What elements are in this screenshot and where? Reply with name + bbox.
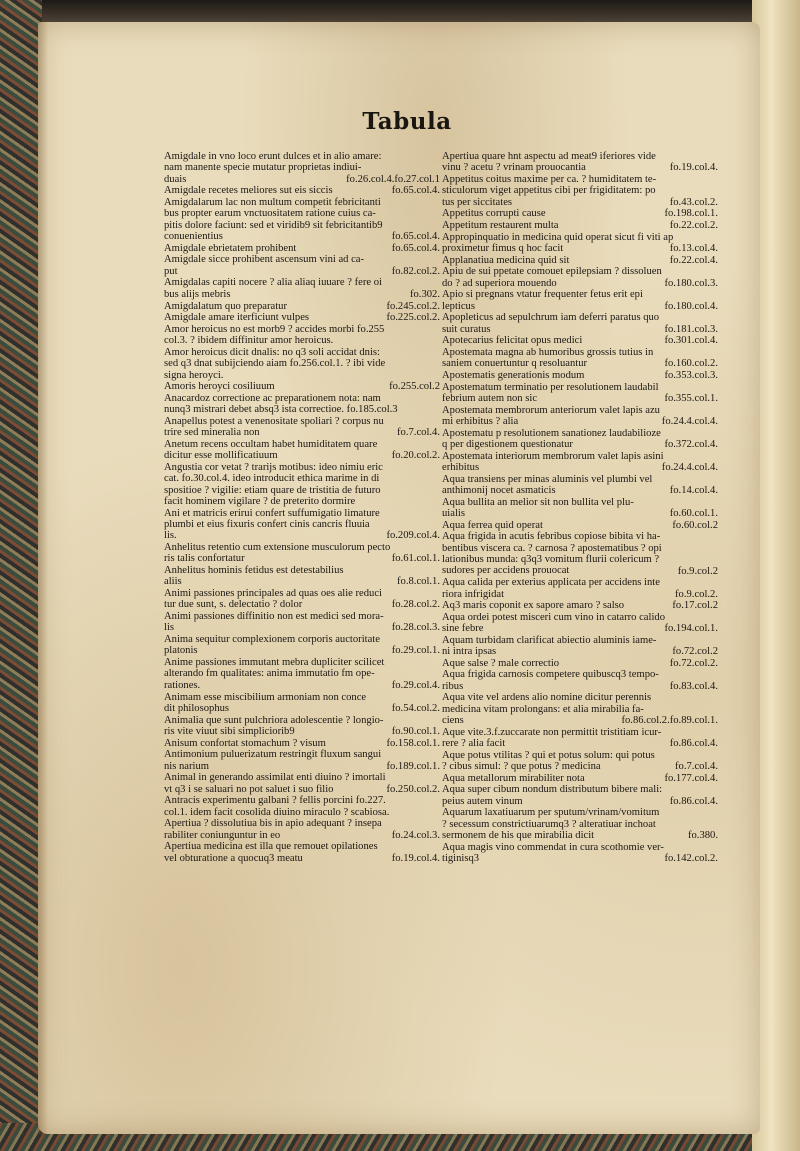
folio-reference: fo.86.col.4. (669, 738, 718, 750)
entry-text: Amigdale ebrietatem prohibent (164, 242, 297, 254)
folio-reference: fo.7.col.4. (675, 761, 718, 773)
folio-reference: fo.198.col.1. (664, 208, 718, 220)
index-entry (442, 220, 724, 231)
folio-reference: fo.8.col.1. (397, 576, 440, 588)
entry-text: Apiu de sui ppetate comouet epilepsiam ? dissoluen do ? ad superiora mouendo (442, 266, 662, 289)
entry-text: Anhelitus hominis fetidus est detestabilius aliis (164, 565, 344, 588)
index-entry (164, 588, 446, 611)
folio-reference: fo.22.col.4. (669, 254, 718, 266)
entry-text: Amor heroicus dicit dnalis: no q3 soli accidat dnis: sed q3 dnat subijciendo aiam fo.256.col.1. ? ibi vide signa heroyci. (164, 346, 386, 381)
index-entry (442, 289, 724, 312)
folio-reference: fo.90.col.1. (391, 725, 440, 737)
folio-reference: fo.160.col.2. (664, 358, 718, 370)
index-entry (442, 382, 724, 405)
index-entry (164, 772, 446, 795)
index-entry (164, 393, 446, 416)
folio-reference: fo.60.col.2 (672, 519, 718, 531)
index-entry (164, 634, 446, 657)
index-entry (164, 185, 446, 196)
index-entry (442, 577, 724, 600)
folio-reference: fo.22.col.2. (669, 220, 718, 232)
index-entry (442, 174, 724, 208)
folio-reference: fo.380. (687, 830, 718, 842)
folio-reference: fo.177.col.4. (664, 772, 718, 784)
folio-reference: fo.209.col.4. (386, 530, 440, 542)
entry-text: Amigdale recetes meliores sut eis siccis (164, 185, 333, 197)
index-entry (164, 254, 446, 277)
index-entry (164, 795, 446, 818)
entry-text: Animam esse miscibilium armoniam non conce dit philosophus (164, 691, 367, 714)
entry-text: Aqua frigida in acutis febribus copiose bibita vi ha- bentibus viscera ca. ? carnosa ? apostematibus ? opi lationibus munda: q3q3 vomitum flurii colericum ? sudores per accidens prouocat (442, 531, 662, 577)
folio-reference: fo.86.col.2.fo.89.col.1. (621, 715, 718, 727)
entry-text: Aqua transiens per minas aluminis vel plumbi vel anthimonij nocet asmaticis (442, 473, 653, 497)
entry-text: Aquam turbidam clarificat abiectio aluminis iame- ni intra ipsas (442, 634, 657, 658)
folio-reference: fo.17.col.2 (672, 600, 718, 612)
entry-text: Anetum recens occultam habet humiditatem quare dicitur esse mollificatiuum (164, 438, 378, 462)
index-column-left (164, 151, 446, 864)
folio-reference: fo.28.col.3. (391, 622, 440, 634)
index-entry (442, 266, 724, 289)
index-entry (164, 657, 446, 691)
folio-reference: fo.65.col.4. (391, 242, 440, 254)
folio-reference: fo.180.col.4. (664, 300, 718, 312)
index-entry (164, 738, 446, 749)
entry-text: Appetitus coitus maxime per ca. ? humiditatem te- sticulorum viget appetitus cibi per frigiditatem: po tus per siccitates (442, 174, 657, 208)
index-entry (442, 347, 724, 370)
entry-text: Amigdalatum quo preparatur (164, 300, 287, 312)
index-entry (164, 611, 446, 634)
folio-reference: fo.28.col.2. (391, 599, 440, 611)
index-entry (442, 784, 724, 807)
entry-text: Ani et matricis erirui confert suffumigatio limature plumbi et eius fixuris confert cinis cancris fluuia lis. (164, 507, 380, 542)
entry-text: Amor heroicus no est morb9 ? accides morbi fo.255 col.3. ? ibidem diffinitur amor heroicus. (164, 323, 385, 347)
entry-text: Appropinquatio in medicina quid operat sicut fi viti ap proximetur fimus q hoc facit (442, 231, 674, 255)
entry-text: Apostemata membrorum anteriorum valet lapis azu mi erhibitus ? alia (442, 404, 660, 427)
index-entry (164, 312, 446, 323)
index-entry (442, 370, 724, 381)
entry-text: Amigdale in vno loco erunt dulces et in alio amare: nam manente specie mutatur proprietas indiui- duais (164, 151, 382, 185)
entry-text: Apostemata interiorum membrorum valet lapis asini erhibitus (442, 450, 664, 474)
entry-text: Apopleticus ad sepulchrum iam deferri paratus quo suit curatus (442, 312, 660, 335)
folio-reference: fo.355.col.1. (664, 392, 718, 404)
entry-text: Anacardoz correctione ac preparationem nota: nam nunq3 mistrari debet absq3 ista correctioe. fo.185.col.3 (164, 392, 398, 416)
index-column-right (442, 151, 724, 865)
index-entry (442, 151, 724, 174)
folio-reference: fo.24.4.col.4. (661, 462, 718, 474)
folio-reference: fo.72.col.2 (672, 646, 718, 658)
folio-reference: fo.301.col.4. (664, 335, 718, 347)
entry-text: Apio si pregnans vtatur frequenter fetus erit epi lepticus (442, 289, 643, 312)
entry-text: Animi passiones principales ad quas oes alie reduci tur due sunt, s. delectatio ? dolor (164, 588, 382, 611)
entry-text: Aqua magis vino commendat in cura scothomie ver- tiginisq3 (442, 841, 664, 865)
entry-text: Anhelitus retentio cum extensione musculorum pecto ris talis confortatur (164, 542, 391, 565)
index-entry (442, 727, 724, 750)
entry-text: Aqua vite vel ardens alio nomine dicitur perennis medicina vitam prolongans: et alia mirabilia fa- ciens (442, 692, 652, 727)
entry-text: Aqua calida per exterius applicata per accidens inte riora infrigidat (442, 577, 660, 600)
index-entry (164, 243, 446, 254)
folio-reference: fo.20.col.2. (391, 450, 440, 462)
folio-reference: fo.181.col.3. (664, 323, 718, 335)
index-entry (164, 347, 446, 381)
index-entry (442, 635, 724, 658)
index-entry (442, 428, 724, 451)
index-entry (442, 658, 724, 669)
folio-reference: fo.65.col.4. (391, 185, 440, 197)
marbled-binding-left (0, 0, 42, 1151)
index-entry (442, 208, 724, 219)
folio-reference: fo.24.col.3. (391, 829, 440, 841)
index-entry (442, 692, 724, 726)
index-entry (442, 669, 724, 692)
index-entry (442, 255, 724, 266)
folio-reference: fo.19.col.4. (669, 162, 718, 174)
entry-text: Amigdale sicce prohibent ascensum vini ad ca- put (164, 254, 365, 277)
entry-text: Apostematis generationis modum (442, 369, 585, 381)
index-entry (164, 197, 446, 243)
folio-reference: fo.225.col.2. (386, 312, 440, 324)
folio-reference: fo.142.col.2. (664, 853, 718, 865)
index-entry (442, 750, 724, 773)
entry-text: Apostematu p resolutionem sanationez laudabilioze q per digestionem questionatur (442, 427, 661, 450)
folio-reference: fo.61.col.1. (391, 553, 440, 565)
folio-reference: fo.158.col.1. (386, 737, 440, 749)
index-entry (164, 462, 446, 508)
entry-text: Aquarum laxatiuarum per sputum/vrinam/vomitum ? secessum constrictiuarumq3 ? alteratiuar inchoat sermonem de his que mirabilia dicit (442, 807, 660, 842)
index-entry (164, 542, 446, 565)
index-entry (164, 324, 446, 347)
folio-reference: fo.180.col.3. (664, 277, 718, 289)
entry-text: Appetitus corrupti cause (442, 208, 546, 220)
index-entry (164, 715, 446, 738)
index-entry (164, 416, 446, 439)
folio-reference: fo.9.col.2. (675, 588, 718, 600)
folio-reference: fo.86.col.4. (669, 795, 718, 807)
entry-text: Apertiua quare hnt aspectu ad meat9 iferiores vide vinu ? acetu ? vrinam prouocantia (442, 151, 656, 174)
entry-text: Animal in generando assimilat enti diuino ? imortali vt q3 i se saluari no pot saluet i suo filio (164, 772, 386, 795)
folio-reference: fo.29.col.1. (391, 645, 440, 657)
folio-reference: fo.60.col.1. (669, 508, 718, 520)
index-entry (164, 151, 446, 185)
entry-text: Apostemata magna ab humoribus grossis tutius in saniem conuertuntur q resoluantur (442, 346, 654, 370)
index-entry (442, 474, 724, 497)
index-entry (164, 508, 446, 542)
entry-text: Antimonium puluerizatum restringit fluxum sangui nis narium (164, 749, 382, 772)
index-entry (442, 773, 724, 784)
folio-reference: fo.245.col.2. (386, 300, 440, 312)
folio-reference: fo.13.col.4. (669, 243, 718, 255)
index-entry (164, 277, 446, 300)
folio-reference: fo.250.col.2. (386, 783, 440, 795)
entry-text: Aqua super cibum nondum distributum bibere mali: peius autem vinum (442, 784, 663, 807)
index-entry (442, 612, 724, 635)
folio-reference: fo.24.4.col.4. (661, 416, 718, 427)
index-entry (442, 405, 724, 428)
entry-text: Amoris heroyci cosiliuum (164, 381, 275, 393)
entry-text: Applanatiua medicina quid sit (442, 254, 570, 266)
folio-reference: fo.353.col.3. (664, 369, 718, 381)
index-entry (164, 749, 446, 772)
index-entry (164, 439, 446, 462)
index-entry (442, 520, 724, 531)
entry-text: Animi passiones diffinitio non est medici sed mora- lis (164, 611, 384, 634)
index-entry (164, 818, 446, 841)
entry-text: Amigdalas capiti nocere ? alia aliaq iuuare ? fere oi bus alijs mebris (164, 277, 382, 300)
page-gutter-shadow (38, 22, 48, 1134)
entry-text: Aque salse ? male correctio (442, 657, 560, 669)
entry-text: Anisum confortat stomachum ? visum (164, 737, 326, 749)
entry-text: Aque potus vtilitas ? qui et potus solum: qui potus ? cibus simul: ? que potus ? medicina (442, 749, 655, 773)
entry-text: Aqua bullita an melior sit non bullita vel plu- uialis (442, 496, 634, 520)
page-title: Tabula (362, 108, 452, 135)
entry-text: Appetitum restaurent multa (442, 220, 559, 232)
index-entry (442, 312, 724, 335)
folio-reference: fo.83.col.4. (669, 680, 718, 692)
entry-text: Apotecarius felicitat opus medici (442, 335, 583, 347)
folio-reference: fo.82.col.2. (391, 265, 440, 277)
folio-reference: fo.9.col.2 (677, 565, 718, 577)
folio-reference: fo.72.col.2. (669, 657, 718, 669)
index-entry (164, 381, 446, 392)
index-entry (164, 692, 446, 715)
index-entry (442, 335, 724, 346)
folio-reference: fo.302. (409, 288, 440, 300)
index-entry (442, 497, 724, 520)
index-entry (164, 301, 446, 312)
index-entry (442, 451, 724, 474)
folio-reference: fo.19.col.4. (391, 852, 440, 864)
entry-text: Animalia que sunt pulchriora adolescentie ? longio- ris vite viuut sibi simpliciorib9 (164, 714, 384, 737)
folio-reference: fo.255.col.2 (389, 381, 440, 393)
folio-reference: fo.194.col.1. (664, 623, 718, 635)
folio-reference: fo.29.col.4. (391, 679, 440, 691)
index-entry (164, 841, 446, 864)
entry-text: Amigdale amare iterficiunt vulpes (164, 312, 310, 324)
folio-reference: fo.7.col.4. (397, 427, 440, 439)
entry-text: Aqua ordei potest misceri cum vino in catarro calido sine febre (442, 611, 665, 635)
entry-text: Anime passiones immutant mebra dupliciter scilicet alterando fm qualitates: anima immutatio fm ope- rationes. (164, 657, 385, 691)
folio-reference: fo.54.col.2. (391, 702, 440, 714)
index-entry (442, 842, 724, 865)
entry-text: Aqua ferrea quid operat (442, 519, 543, 531)
entry-text: Apertiua medicina est illa que remouet opilationes vel obturatione a quocuq3 meatu (164, 841, 378, 864)
entry-text: Angustia cor vetat ? trarijs motibus: ideo nimiu eric cat. fo.30.col.4. ideo introducit ethica marime in di spositioe ? vigilie: etiam quare de tristitia de futuro facit hominem vigilare ? de preterito dormire (164, 461, 383, 507)
index-entry (442, 531, 724, 577)
index-entry (164, 565, 446, 588)
index-entry (442, 600, 724, 611)
index-entry (442, 807, 724, 841)
entry-text: Antracis experimentu galbani ? fellis porcini fo.227. col.1. idem facit cosolida diuino miraculo ? scabiosa. (164, 795, 390, 818)
folio-reference: fo.189.col.1. (386, 760, 440, 772)
folio-reference: fo.43.col.2. (669, 196, 718, 208)
folio-reference: fo.26.col.4.fo.27.col.1 (346, 173, 440, 185)
folio-reference: fo.65.col.4. (391, 231, 440, 243)
folio-reference: fo.372.col.4. (664, 439, 718, 451)
entry-text: Aqua metallorum mirabiliter nota (442, 772, 585, 784)
index-entry (442, 232, 724, 255)
entry-text: Anapellus potest a venenositate spoliari ? corpus nu trire sed mineralia non (164, 415, 384, 439)
entry-text: Aque vite.3.f.zuccarate non permittit tristitiam icur- rere ? alia facit (442, 726, 662, 750)
entry-text: Amigdalarum lac non multum competit febricitanti bus propter earum vnctuositatem ratione cuius ca- pitis dolore faciunt: sed et viridib9 sit febricitantib9 conuenientius (164, 197, 383, 243)
entry-text: Apostematum terminatio per resolutionem laudabil febrium autem non sic (442, 381, 659, 404)
entry-text: Apertiua ? dissolutiua bis in apio adequant ? insepa rabiliter coniunguntur in eo (164, 818, 382, 841)
entry-text: Anima sequitur complexionem corporis auctoritate platonis (164, 634, 380, 657)
entry-text: Aq3 maris coponit ex sapore amaro ? salso (442, 600, 625, 612)
folio-reference: fo.14.col.4. (669, 485, 718, 497)
entry-text: Aqua frigida carnosis competere quibuscq3 tempo- ribus (442, 669, 659, 692)
